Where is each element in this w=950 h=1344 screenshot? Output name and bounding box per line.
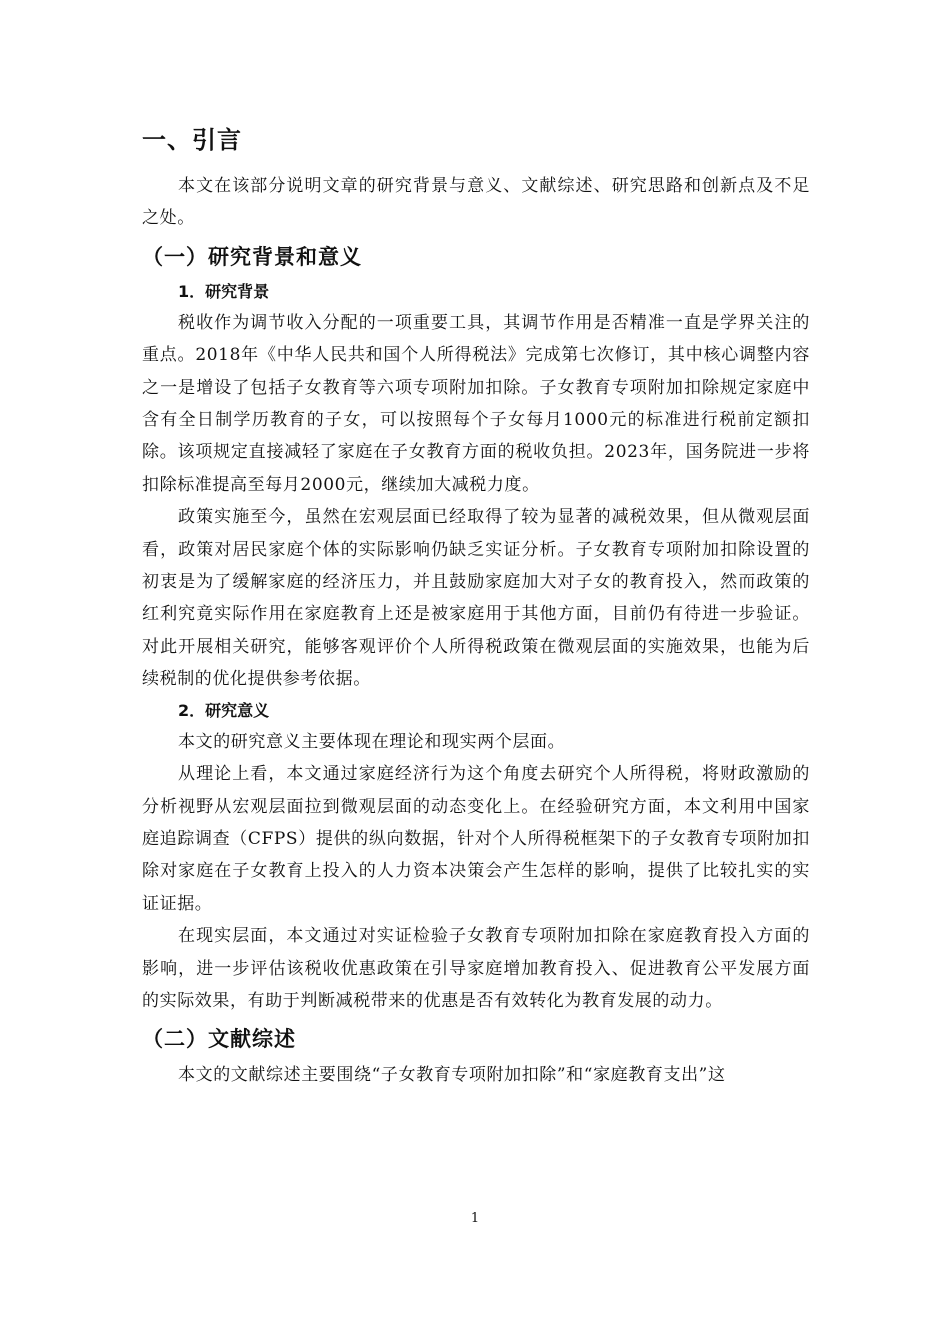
paragraph: 税收作为调节收入分配的一项重要工具，其调节作用是否精准一直是学界关注的重点。2018年《中华人民共和国个人所得税法》完成第七次修订，其中核心调整内容之一是增设了包括子女教育等六项专项附加扣除。子女教育专项附加扣除规定家庭中含有全日制学历教育的子女，可以按照每个子女每月1000元的标准进行税前定额扣除。该项规定直接减轻了家庭在子女教育方面的税收负担。2023年，国务院进一步将扣除标准提高至每月2000元，继续加大减税力度。 [142,312,810,495]
paragraph: 从理论上看，本文通过家庭经济行为这个角度去研究个人所得税，将财政激励的分析视野从宏观层面拉到微观层面的动态变化上。在经验研究方面，本文利用中国家庭追踪调查（CFPS）提供的纵向数据，针对个人所得税框架下的子女教育专项附加扣除对家庭在子女教育上投入的人力资本决策会产生怎样的影响，提供了比较扎实的实证证据。 [142,764,810,914]
paragraph: 政策实施至今，虽然在宏观层面已经取得了较为显著的减税效果，但从微观层面看，政策对居民家庭个体的实际影响仍缺乏实证分析。子女教育专项附加扣除设置的初衷是为了缓解家庭的经济压力，并且鼓励家庭加大对子女的教育投入，然而政策的红利究竟实际作用在家庭教育上还是被家庭用于其他方面，目前仍有待进一步验证。对此开展相关研究，能够客观评价个人所得税政策在微观层面的实施效果，也能为后续税制的优化提供参考依据。 [142,507,810,690]
subsection-title-background: （一）研究背景和意义 [142,244,362,269]
page-number: 1 [470,1211,480,1226]
heading-research-background: 1．研究背景 [178,281,270,301]
page-content [142,118,810,1092]
heading-research-significance: 2．研究意义 [178,700,270,720]
paragraph: 在现实层面，本文通过对实证检验子女教育专项附加扣除在家庭教育投入方面的影响，进一步评估该税收优惠政策在引导家庭增加教育投入、促进教育公平发展方面的实际效果，有助于判断减税带来的优惠是否有效转化为教育发展的动力。 [142,926,810,1011]
intro-paragraph: 本文在该部分说明文章的研究背景与意义、文献综述、研究思路和创新点及不足之处。 [142,176,810,229]
subsection-title-literature-review: （二）文献综述 [142,1027,296,1052]
section-title: 一、引言 [142,126,242,154]
paragraph: 本文的研究意义主要体现在理论和现实两个层面。 [178,731,566,752]
paragraph: 本文的文献综述主要围绕“子女教育专项附加扣除”和“家庭教育支出”这 [178,1065,726,1086]
